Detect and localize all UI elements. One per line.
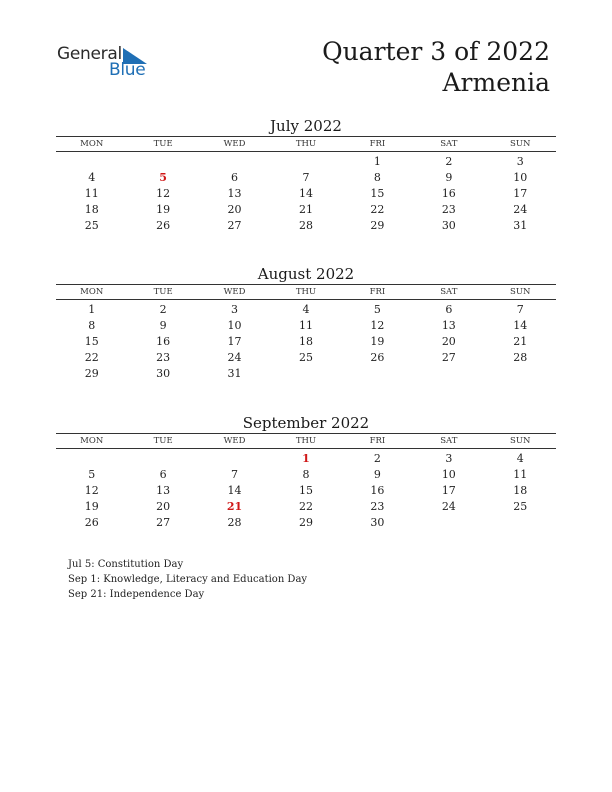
day-cell: 20	[227, 203, 242, 216]
day-cell: 18	[513, 484, 528, 497]
day-cell: 30	[441, 219, 456, 232]
week-row	[56, 302, 556, 318]
title-quarter: Quarter 3 of 2022	[322, 37, 550, 66]
week-row	[56, 366, 556, 382]
day-cell: 15	[298, 484, 313, 497]
day-cell: 6	[445, 303, 453, 316]
day-cell	[413, 366, 484, 382]
weekday-header: SUN	[510, 436, 531, 446]
day-cell: 7	[302, 171, 310, 184]
day-cell: 9	[159, 319, 167, 332]
weekday-header: TUE	[153, 287, 173, 297]
day-cell: 3	[516, 155, 524, 168]
weekday-header: MON	[80, 139, 104, 149]
weekday-header: TUE	[153, 436, 173, 446]
logo-word-blue: Blue	[109, 60, 146, 80]
week-row	[56, 467, 556, 483]
day-cell: 2	[373, 452, 381, 465]
week-row	[56, 218, 556, 234]
day-cell: 18	[298, 335, 313, 348]
day-cell: 13	[441, 319, 456, 332]
weekday-header: SUN	[510, 139, 531, 149]
day-cell: 5	[88, 468, 96, 481]
weekday-header: SAT	[440, 287, 458, 297]
day-cell: 14	[227, 484, 242, 497]
day-cell: 6	[231, 171, 239, 184]
day-cell: 28	[513, 351, 528, 364]
day-cell: 19	[370, 335, 385, 348]
day-cell: 4	[88, 171, 96, 184]
day-cell	[413, 515, 484, 531]
weekday-header: FRI	[369, 139, 386, 149]
weekday-header: SAT	[440, 139, 458, 149]
day-cell: 13	[156, 484, 171, 497]
day-cell: 22	[84, 351, 99, 364]
day-cell: 28	[227, 516, 242, 529]
holiday-notes	[68, 557, 307, 602]
day-cell	[127, 154, 198, 170]
week-row	[56, 483, 556, 499]
day-cell: 27	[441, 351, 456, 364]
day-cell	[127, 451, 198, 467]
day-cell: 4	[302, 303, 310, 316]
day-cell	[56, 154, 127, 170]
day-cell: 22	[298, 500, 313, 513]
weekday-header: THU	[295, 287, 317, 297]
week-row	[56, 170, 556, 186]
weekday-header: MON	[80, 436, 104, 446]
day-cell: 23	[441, 203, 456, 216]
day-cell: 11	[84, 187, 99, 200]
day-cell: 17	[513, 187, 528, 200]
day-cell: 15	[84, 335, 99, 348]
weekday-header: WED	[223, 287, 246, 297]
day-cell: 26	[370, 351, 385, 364]
day-cell: 1	[88, 303, 96, 316]
page-title	[322, 36, 550, 98]
day-cell: 3	[231, 303, 239, 316]
day-cell: 2	[445, 155, 453, 168]
day-cell: 19	[156, 203, 171, 216]
day-cell: 31	[227, 367, 242, 380]
weekday-header-row	[56, 433, 556, 449]
day-cell	[199, 451, 270, 467]
weekday-header: WED	[223, 436, 246, 446]
day-cell: 25	[298, 351, 313, 364]
day-cell: 2	[159, 303, 167, 316]
week-row	[56, 334, 556, 350]
day-cell: 7	[516, 303, 524, 316]
day-cell	[199, 154, 270, 170]
day-cell: 8	[373, 171, 381, 184]
month-september	[56, 413, 556, 531]
day-cell: 21	[513, 335, 528, 348]
day-cell	[270, 366, 341, 382]
day-cell: 14	[513, 319, 528, 332]
day-cell	[485, 366, 556, 382]
day-cell: 17	[441, 484, 456, 497]
day-cell: 9	[373, 468, 381, 481]
week-row	[56, 451, 556, 467]
day-cell: 12	[370, 319, 385, 332]
day-cell	[270, 154, 341, 170]
week-row	[56, 318, 556, 334]
day-cell: 27	[227, 219, 242, 232]
day-cell: 24	[513, 203, 528, 216]
day-cell: 8	[302, 468, 310, 481]
day-cell: 27	[156, 516, 171, 529]
day-cell: 25	[84, 219, 99, 232]
day-cell: 16	[370, 484, 385, 497]
weekday-header: SUN	[510, 287, 531, 297]
week-row	[56, 350, 556, 366]
day-cell: 10	[513, 171, 528, 184]
day-cell: 18	[84, 203, 99, 216]
day-cell: 16	[156, 335, 171, 348]
day-cell: 14	[298, 187, 313, 200]
day-cell: 28	[298, 219, 313, 232]
day-cell: 24	[227, 351, 242, 364]
day-cell: 15	[370, 187, 385, 200]
weekday-header-row	[56, 284, 556, 300]
day-cell: 5	[373, 303, 381, 316]
day-cell: 6	[159, 468, 167, 481]
weekday-header: THU	[295, 139, 317, 149]
weekday-header: SAT	[440, 436, 458, 446]
day-cell: 10	[227, 319, 242, 332]
day-cell: 20	[441, 335, 456, 348]
week-row	[56, 515, 556, 531]
week-row	[56, 186, 556, 202]
day-cell: 23	[370, 500, 385, 513]
weekday-header: WED	[223, 139, 246, 149]
day-cell: 11	[513, 468, 528, 481]
day-cell: 19	[84, 500, 99, 513]
day-cell: 12	[84, 484, 99, 497]
week-row	[56, 154, 556, 170]
day-cell: 26	[156, 219, 171, 232]
weekday-header: MON	[80, 287, 104, 297]
day-cell: 24	[441, 500, 456, 513]
day-cell: 7	[231, 468, 239, 481]
holiday-date: 5	[159, 171, 167, 184]
holiday-date: 1	[302, 452, 310, 465]
day-cell: 9	[445, 171, 453, 184]
day-cell: 1	[373, 155, 381, 168]
day-cell: 29	[370, 219, 385, 232]
day-cell: 25	[513, 500, 528, 513]
holiday-note: Sep 21: Independence Day	[68, 589, 205, 600]
holiday-note: Sep 1: Knowledge, Literacy and Education Day	[68, 574, 308, 585]
day-cell	[485, 515, 556, 531]
month-title: July 2022	[270, 117, 342, 135]
day-cell: 20	[156, 500, 171, 513]
day-cell: 3	[445, 452, 453, 465]
month-title: August 2022	[257, 265, 355, 283]
month-title: September 2022	[242, 414, 370, 432]
generalblue-logo	[57, 42, 167, 82]
month-july	[56, 116, 556, 234]
day-cell: 26	[84, 516, 99, 529]
weekday-header-row	[56, 136, 556, 152]
weekday-header: FRI	[369, 436, 386, 446]
day-cell	[342, 366, 413, 382]
week-row	[56, 202, 556, 218]
day-cell: 16	[441, 187, 456, 200]
day-cell: 29	[298, 516, 313, 529]
day-cell: 12	[156, 187, 171, 200]
weekday-header: TUE	[153, 139, 173, 149]
title-country: Armenia	[442, 68, 550, 97]
day-cell: 11	[298, 319, 313, 332]
month-august	[56, 264, 556, 382]
day-cell: 31	[513, 219, 528, 232]
day-cell: 17	[227, 335, 242, 348]
day-cell: 10	[441, 468, 456, 481]
day-cell: 29	[84, 367, 99, 380]
day-cell: 21	[298, 203, 313, 216]
weekday-header: THU	[295, 436, 317, 446]
holiday-note: Jul 5: Constitution Day	[68, 559, 184, 570]
day-cell: 8	[88, 319, 96, 332]
holiday-date: 21	[226, 500, 243, 513]
day-cell: 4	[516, 452, 524, 465]
day-cell: 30	[370, 516, 385, 529]
logo-word-general: General	[57, 44, 122, 64]
day-cell: 22	[370, 203, 385, 216]
week-row	[56, 499, 556, 515]
weekday-header: FRI	[369, 287, 386, 297]
day-cell: 13	[227, 187, 242, 200]
day-cell: 30	[156, 367, 171, 380]
day-cell: 23	[156, 351, 171, 364]
day-cell	[56, 451, 127, 467]
